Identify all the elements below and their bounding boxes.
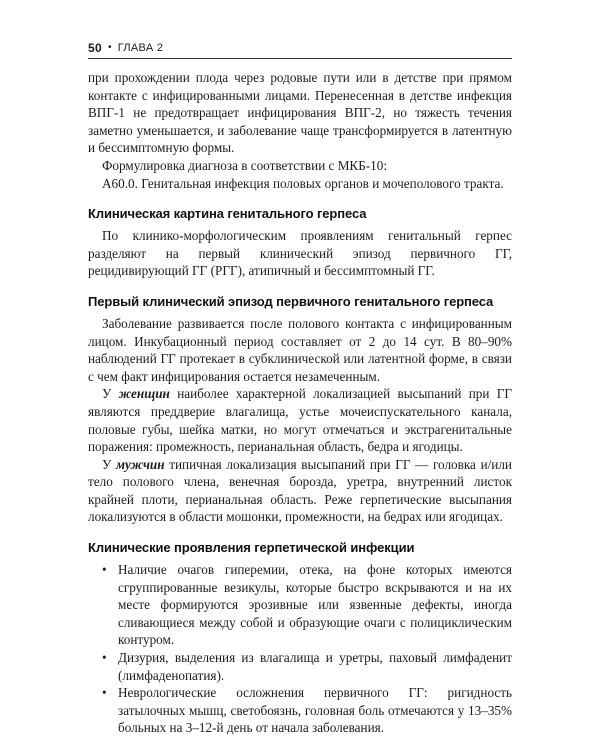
first-episode-paragraph-men	[88, 456, 512, 526]
men-text: типичная локализация высыпаний при ГГ — головка и/или тело полового члена, венечная борозда, уретра, внутренний листок крайней плоти, перианальная область. Реже герпетические высыпания локализуются в области мошонки, промежности, на бедрах или ягодицах.	[88, 456, 512, 525]
section-heading-clinical-picture: Клиническая картина генитального герпеса	[88, 206, 367, 222]
running-header	[88, 40, 512, 59]
book-page	[88, 40, 512, 737]
women-prefix: У	[102, 386, 119, 402]
bullet-marker: •	[102, 685, 107, 701]
list-item-text: Дизурия, выделения из влагалища и уретры, паховый лимфаденит (лимфаденопатия).	[118, 650, 512, 683]
chapter-label: ГЛАВА 2	[117, 42, 164, 54]
list-item	[88, 649, 512, 684]
header-separator: •	[107, 42, 112, 53]
list-item	[88, 684, 512, 737]
first-episode-paragraph-women	[88, 385, 512, 455]
first-episode-paragraph-1: Заболевание развивается после полового контакта с инфицированным лицом. Инкубационный период составляет от 2 до 14 сут. В 80–90% наблюдений ГГ протекает в субклинической или латентной форме, в связи с чем факт инфицирования остается незамеченным.	[88, 315, 512, 384]
bullet-marker: •	[102, 562, 107, 578]
page-number: 50	[88, 41, 102, 55]
manifestations-list	[88, 561, 512, 737]
intro-paragraph-3: А60.0. Генитальная инфекция половых органов и мочеполового тракта.	[102, 175, 504, 191]
bullet-marker: •	[102, 650, 107, 666]
women-emphasis: женщин	[118, 386, 170, 402]
intro-paragraph-2: Формулировка диагноза в соответствии с МКБ-10:	[102, 157, 388, 173]
section-heading-first-episode: Первый клинический эпизод первичного генитального герпеса	[88, 293, 494, 309]
men-prefix: У	[102, 456, 116, 472]
section-heading-manifestations: Клинические проявления герпетической инфекции	[88, 540, 415, 556]
list-item-text: Наличие очагов гиперемии, отека, на фоне которых имеются сгруппированные везикулы, которые быстро вскрываются и на их месте формируются эрозивные или язвенные дефекты, иногда сливающиеся между собой и образующие очаги с полициклическим контуром.	[118, 562, 512, 648]
intro-paragraph-1: при прохождении плода через родовые пути или в детстве при прямом контакте с инфицированными лицами. Перенесенная в детстве инфекция ВПГ-1 не предотвращает инфицирования ВПГ-2, но тяжесть течения заметно уменьшается, и заболевание чаще трансформируется в латентную и бессимптомную формы.	[88, 70, 512, 156]
list-item	[88, 561, 512, 649]
men-emphasis: мужчин	[116, 456, 165, 472]
women-text: наиболее характерной локализацией высыпаний при ГГ являются преддверие влагалища, устье мочеиспускательного канала, половые губы, шейка матки, но могут отмечаться и экстрагенитальные поражения: промежность, перианальная область, бедра и ягодицы.	[88, 386, 512, 455]
clinical-picture-paragraph: По клинико-морфологическим проявлениям генитальный герпес разделяют на первый клинический эпизод первичного ГГ, рецидивирующий ГГ (РГГ), атипичный и бессимптомный ГГ.	[88, 228, 512, 279]
list-item-text: Неврологические осложнения первичного ГГ: ригидность затылочных мышц, светобоязнь, головная боль отмечаются у 13–35% больных на 3–12-й день от начала заболевания.	[118, 685, 512, 736]
